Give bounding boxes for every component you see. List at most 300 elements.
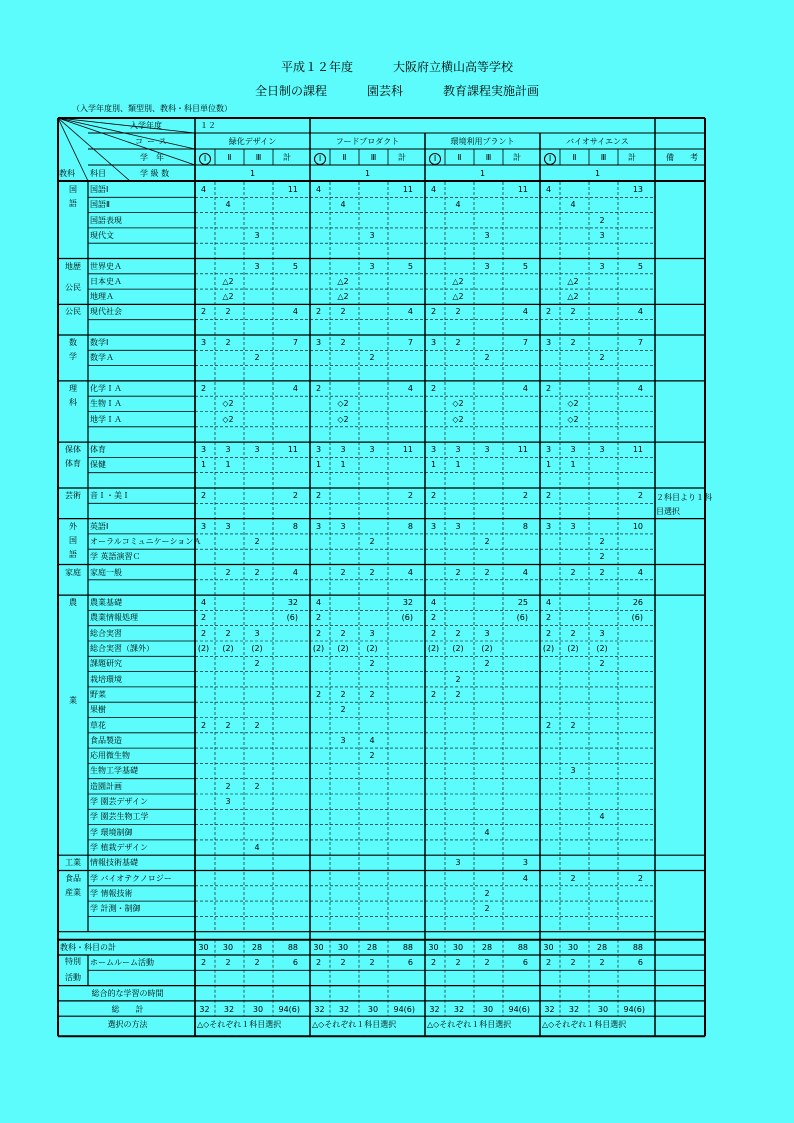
credit-value: 2 (340, 338, 346, 347)
credit-value: ◇2 (222, 414, 234, 424)
credit-value: 3 (369, 445, 375, 455)
subject-name: 総合実習（課外） (90, 644, 154, 653)
grade-column-header: Ⅲ (600, 153, 607, 162)
credit-value: 7 (637, 338, 643, 347)
subject-name: 数学Ⅰ (90, 338, 109, 347)
grand-total-value: 32 (199, 1004, 210, 1014)
credit-value: 3 (455, 858, 461, 868)
credit-value: 2 (430, 383, 437, 393)
credit-value: 2 (200, 491, 207, 500)
credit-value: 2 (570, 567, 576, 577)
credit-value: 2 (292, 491, 298, 500)
selection-method-value: △◇それぞれ１科目選択 (197, 1020, 282, 1030)
credit-value: 2 (225, 338, 231, 347)
selection-method-value: △◇それぞれ１科目選択 (427, 1020, 512, 1030)
credit-value: △2 (452, 292, 464, 302)
credit-value: 2 (225, 781, 231, 791)
credit-value: 4 (225, 200, 231, 210)
credit-value: 3 (369, 261, 375, 271)
credit-value: 2 (315, 307, 322, 317)
credit-value: 4 (637, 383, 643, 393)
grade-column-header: 計 (283, 153, 291, 162)
grade-column-header: Ⅱ (342, 153, 347, 162)
subject-name: 学 環境制御 (90, 827, 133, 837)
credit-value: 1 (455, 460, 461, 470)
subject-name: 草花 (90, 720, 106, 730)
credit-value: 3 (200, 445, 207, 455)
subject-name: 国語表現 (90, 215, 122, 225)
credit-value: 4 (637, 307, 643, 317)
credit-value: 2 (254, 353, 260, 363)
credit-value: 3 (254, 261, 260, 271)
subject-name: 学 英語演習Ｃ (90, 552, 141, 562)
subject-total-label: 教科・科目の計 (60, 942, 116, 952)
subject-name: 学 バイオテクノロジー (90, 873, 172, 883)
credit-value: 2 (455, 674, 461, 684)
subject-total-value: 30 (198, 942, 209, 952)
entry-year-label: 入学年度 (130, 121, 162, 130)
grade-column-header: 計 (398, 153, 406, 162)
course-label: コース (135, 137, 171, 146)
credit-value: 1 (200, 460, 207, 470)
credit-value: 2 (315, 491, 322, 500)
credit-value: 2 (315, 383, 322, 393)
credit-value: 4 (522, 383, 528, 393)
subject-area: 農 業 (69, 598, 77, 706)
subject-name: 生物工学基礎 (90, 766, 138, 776)
subject-area: 地歴 公民 (65, 261, 81, 292)
subject-name: 情報技術基礎 (90, 858, 138, 868)
subject-total-value: 30 (452, 942, 464, 952)
credit-value: 11 (517, 185, 528, 194)
credit-value: 2 (407, 491, 413, 500)
credit-value: 4 (570, 200, 576, 210)
credit-value: 3 (522, 858, 528, 868)
credit-value: (6) (286, 613, 298, 623)
subject-name: 課題研究 (90, 659, 122, 669)
homeroom-value: 2 (225, 958, 231, 967)
credit-value: 2 (200, 383, 207, 393)
grand-total-value: 30 (252, 1004, 264, 1014)
credit-value: 1 (315, 460, 322, 470)
credit-value: 4 (430, 185, 437, 194)
credit-value: 3 (599, 230, 605, 240)
credit-value: 1 (545, 460, 552, 470)
credit-value: 4 (315, 598, 322, 608)
subject-total-value: 88 (287, 942, 298, 952)
credit-value: 3 (455, 521, 461, 531)
credit-value: 2 (225, 307, 231, 317)
credit-value: 2 (599, 567, 605, 577)
subject-area-label: 教科 (59, 169, 75, 178)
integrated-study-label: 総合的な学習の時間 (91, 988, 164, 998)
credit-value: 4 (407, 567, 413, 577)
credit-value: 2 (430, 628, 437, 638)
subject-name: 化学ＩＡ (90, 383, 122, 393)
selection-method-label: 選択の方法 (107, 1020, 148, 1030)
credit-value: 2 (254, 659, 260, 669)
credit-value: 4 (522, 567, 528, 577)
credit-value: 2 (225, 720, 231, 730)
table-note: （入学年度別、類型別、教科・科目単位数） (72, 104, 232, 113)
credit-value: 4 (292, 307, 298, 317)
subject-name: 英語Ⅰ (90, 521, 109, 531)
credit-value: 2 (455, 628, 461, 638)
credit-value: 2 (200, 613, 207, 623)
grand-total-value: 30 (482, 1004, 494, 1014)
credit-value: 3 (599, 628, 605, 638)
credit-value: ◇2 (567, 414, 579, 424)
credit-value: 4 (430, 598, 437, 608)
credit-value: 2 (369, 689, 375, 699)
credit-value: 1 (570, 460, 576, 470)
credit-value: 3 (484, 445, 490, 455)
homeroom-value: 2 (545, 958, 552, 967)
credit-value: 3 (340, 521, 346, 531)
remarks-note: ２科目より１科 目選択 (656, 493, 712, 516)
grand-total-value: 32 (314, 1004, 325, 1014)
credit-value: 3 (225, 521, 231, 531)
credit-value: (2) (452, 644, 464, 653)
credit-value: 2 (545, 383, 552, 393)
credit-value: 4 (292, 383, 298, 393)
grade-label: 学 年 (140, 153, 164, 162)
credit-value: 4 (455, 200, 461, 210)
subject-name: オーラルコミュニケーションＡ (90, 536, 202, 546)
subject-area: 工業 (65, 858, 81, 868)
subject-name: 現代文 (90, 230, 114, 240)
credit-value: 3 (254, 445, 260, 455)
subject-name: 日本史Ａ (90, 276, 122, 286)
credit-value: 11 (402, 445, 413, 455)
homeroom-value: 2 (369, 958, 375, 967)
credit-value: 2 (369, 659, 375, 669)
course-name: 環境利用プラント (450, 137, 515, 146)
credit-value: 5 (522, 261, 528, 271)
homeroom-value: 6 (637, 958, 643, 967)
credit-value: 2 (369, 567, 375, 577)
credit-value: (6) (631, 613, 643, 623)
credit-value: 4 (407, 383, 413, 393)
grade-column-header: Ⅱ (457, 153, 462, 162)
subject-name: 家庭一般 (90, 567, 122, 577)
grand-total-value: 32 (568, 1004, 580, 1014)
credit-value: 11 (287, 445, 298, 455)
subject-area: 数 学 (69, 338, 77, 361)
credit-value: 7 (292, 338, 298, 347)
credit-value: 3 (599, 445, 605, 455)
credit-value: (2) (197, 644, 210, 653)
credit-value: 3 (369, 628, 375, 638)
credit-value: ◇2 (337, 414, 349, 424)
class-count: 1 (249, 169, 256, 178)
credit-value: 2 (340, 567, 346, 577)
credit-value: 5 (292, 261, 298, 271)
credit-value: 3 (455, 445, 461, 455)
credit-value: 5 (637, 261, 643, 271)
subject-name: 生物ＩＡ (90, 399, 122, 409)
grade-column-header: Ⅰ (314, 153, 326, 165)
credit-value: 2 (455, 338, 461, 347)
credit-value: 2 (545, 628, 552, 638)
subject-name: 国語Ⅰ (90, 185, 109, 194)
subject-area: 食品 産業 (65, 873, 81, 897)
title-plan: 教育課程実施計画 (443, 84, 540, 98)
special-activities-label: 特別 活動 (65, 957, 81, 982)
credit-value: 4 (545, 598, 552, 608)
subject-name: 世界史Ａ (90, 261, 122, 271)
credit-value: 2 (369, 536, 375, 546)
class-count: 1 (594, 169, 601, 178)
credit-value: 2 (315, 628, 322, 638)
credit-value: (2) (251, 644, 263, 653)
homeroom-value: 2 (484, 958, 490, 967)
credit-value: 3 (254, 230, 260, 240)
subject-name: 造園計画 (90, 781, 122, 791)
credit-value: 3 (545, 521, 552, 531)
credit-value: 2 (200, 628, 207, 638)
credit-value: 1 (430, 460, 437, 470)
subject-name: 現代社会 (90, 307, 122, 317)
grade-column-header: Ⅱ (572, 153, 577, 162)
subject-total-value: 30 (567, 942, 579, 952)
subject-area: 家庭 (65, 567, 81, 577)
subject-name: 農業情報処理 (90, 613, 138, 623)
credit-value: 2 (570, 338, 576, 347)
grand-total-value: 94(6) (623, 1004, 645, 1014)
credit-value: 3 (340, 445, 346, 455)
credit-value: ◇2 (337, 399, 349, 409)
credit-value: (2) (427, 644, 440, 653)
credit-value: 2 (599, 215, 605, 225)
credit-value: 2 (599, 536, 605, 546)
credit-value: 11 (287, 185, 298, 194)
homeroom-value: 2 (599, 958, 605, 967)
credit-value: △2 (337, 276, 349, 286)
credit-value: 2 (315, 689, 322, 699)
grade-column-header: Ⅲ (255, 153, 262, 162)
credit-value: 13 (632, 185, 643, 194)
credit-value: △2 (222, 276, 234, 286)
credit-value: 11 (517, 445, 528, 455)
credit-value: 2 (430, 307, 437, 317)
title-school: 大阪府立横山高等学校 (393, 60, 514, 74)
class-count-label: 学 級 数 (140, 169, 170, 178)
credit-value: 2 (200, 720, 207, 730)
credit-value: (6) (516, 613, 528, 623)
homeroom-value: 2 (430, 958, 437, 967)
credit-value: 25 (517, 598, 528, 608)
credit-value: 3 (225, 445, 231, 455)
homeroom-value: 2 (254, 958, 260, 967)
credit-value: 11 (402, 185, 413, 194)
credit-value: (2) (481, 644, 493, 653)
credit-value: 3 (484, 628, 490, 638)
credit-value: 3 (369, 230, 375, 240)
credit-value: 2 (430, 613, 437, 623)
credit-value: 2 (254, 567, 260, 577)
credit-value: (2) (366, 644, 378, 653)
course-name: フードプロダクト (335, 137, 400, 146)
credit-value: 3 (430, 338, 437, 347)
subject-total-value: 28 (251, 942, 263, 952)
class-count: 1 (479, 169, 486, 178)
credit-value: 3 (570, 521, 576, 531)
subject-name: 国語Ⅱ (90, 200, 110, 210)
subject-total-value: 88 (632, 942, 643, 952)
credit-value: 2 (484, 659, 490, 669)
credit-value: 3 (545, 445, 552, 455)
credit-value: 2 (570, 628, 576, 638)
credit-value: 2 (484, 888, 490, 898)
credit-value: 4 (522, 307, 528, 317)
credit-value: (2) (312, 644, 325, 653)
credit-value: 10 (632, 521, 643, 531)
credit-value: 2 (340, 628, 346, 638)
credit-value: 2 (369, 353, 375, 363)
subject-name: 農業基礎 (90, 598, 122, 608)
class-count: 1 (364, 169, 371, 178)
credit-value: 4 (200, 185, 207, 194)
credit-value: 2 (455, 567, 461, 577)
grand-total-value: 94(6) (508, 1004, 530, 1014)
title-dept: 園芸科 (366, 84, 403, 98)
credit-value: (2) (337, 644, 349, 653)
credit-value: 3 (430, 521, 437, 531)
credit-value: 3 (315, 338, 322, 347)
credit-value: 2 (637, 873, 643, 883)
subject-total-value: 30 (313, 942, 324, 952)
credit-value: 4 (254, 842, 260, 852)
credit-value: 4 (292, 567, 298, 577)
homeroom-value: 2 (455, 958, 461, 967)
subject-area: 保体 体育 (65, 445, 81, 469)
title-year: 平成１２年度 (280, 60, 353, 74)
course-name: 緑化デザイン (228, 137, 277, 146)
subject-name: 音Ｉ・美Ｉ (90, 491, 130, 500)
homeroom-value: 6 (292, 958, 298, 967)
homeroom-value: 2 (570, 958, 576, 967)
credit-value: 2 (254, 720, 260, 730)
credit-value: 4 (369, 735, 375, 745)
grand-total-value: 32 (338, 1004, 350, 1014)
subject-total-value: 30 (337, 942, 349, 952)
subject-name: 果樹 (90, 705, 106, 715)
credit-value: △2 (337, 292, 349, 302)
credit-value: 4 (200, 598, 207, 608)
grand-total-value: 32 (429, 1004, 440, 1014)
credit-value: 2 (455, 689, 461, 699)
credit-value: 7 (407, 338, 413, 347)
credit-value: 4 (545, 185, 552, 194)
credit-value: 4 (599, 812, 605, 822)
credit-value: 3 (545, 338, 552, 347)
subject-total-value: 30 (222, 942, 234, 952)
credit-value: 2 (599, 552, 605, 562)
grade-column-header: Ⅱ (227, 153, 232, 162)
credit-value: 8 (407, 521, 413, 531)
credit-value: 2 (570, 720, 576, 730)
homeroom-value: 2 (200, 958, 207, 967)
grade-column-header: 計 (513, 153, 521, 162)
credit-value: 3 (200, 521, 207, 531)
credit-value: 7 (522, 338, 528, 347)
credit-value: 3 (315, 445, 322, 455)
credit-value: 2 (545, 613, 552, 623)
subject-name: 地理Ａ (90, 292, 114, 302)
credit-value: 2 (484, 904, 490, 914)
homeroom-label: ホームルーム活動 (90, 958, 154, 967)
credit-value: 2 (254, 781, 260, 791)
credit-value: 2 (430, 491, 437, 500)
credit-value: 3 (599, 261, 605, 271)
credit-value: 4 (484, 827, 490, 837)
subject-name: 学 園芸デザイン (90, 797, 148, 806)
subject-name: 保健 (90, 460, 106, 470)
subject-name: 学 植栽デザイン (90, 842, 148, 852)
credit-value: 2 (254, 536, 260, 546)
grade-column-header: Ⅰ (429, 153, 441, 165)
credit-value: ◇2 (222, 399, 234, 409)
subject-area: 理 科 (69, 383, 77, 407)
selection-method-value: △◇それぞれ１科目選択 (542, 1020, 627, 1030)
subject-total-value: 30 (543, 942, 554, 952)
credit-value: 3 (484, 230, 490, 240)
credit-value: 2 (315, 613, 322, 623)
credit-value: 2 (545, 720, 552, 730)
credit-value: (6) (401, 613, 413, 623)
credit-value: △2 (222, 292, 234, 302)
grade-column-header: Ⅲ (370, 153, 377, 162)
credit-value: 2 (225, 628, 231, 638)
homeroom-value: 2 (340, 958, 346, 967)
credit-value: 2 (599, 659, 605, 669)
credit-value: 2 (637, 491, 643, 500)
homeroom-value: 6 (522, 958, 528, 967)
credit-value: 4 (407, 307, 413, 317)
credit-value: 4 (637, 567, 643, 577)
subject-name: 栽培環境 (90, 674, 122, 684)
subject-name: 応用微生物 (90, 751, 130, 761)
subject-name: 学 計測・制御 (90, 904, 141, 914)
remarks-label: 備 考 (666, 153, 698, 162)
credit-value: 2 (225, 567, 231, 577)
subject-total-value: 88 (402, 942, 413, 952)
credit-value: (2) (222, 644, 234, 653)
credit-value: 3 (484, 261, 490, 271)
credit-value: ◇2 (452, 399, 464, 409)
credit-value: 2 (455, 307, 461, 317)
credit-value: 2 (545, 307, 552, 317)
grand-total-value: 32 (453, 1004, 465, 1014)
credit-value: 3 (430, 445, 437, 455)
grade-column-header: Ⅰ (544, 153, 556, 165)
grand-total-value: 32 (544, 1004, 555, 1014)
grade-column-header: 計 (628, 153, 636, 162)
grand-total-value: 32 (223, 1004, 235, 1014)
subject-name: 数学Ａ (90, 353, 114, 363)
subject-total-value: 30 (428, 942, 439, 952)
credit-value: 2 (484, 353, 490, 363)
credit-value: 8 (522, 521, 528, 531)
subject-name: 学 園芸生物工学 (90, 812, 149, 822)
credit-value: 3 (200, 338, 207, 347)
selection-method-value: △◇それぞれ１科目選択 (312, 1020, 397, 1030)
grade-column-header: Ⅲ (485, 153, 492, 162)
credit-value: 2 (570, 873, 576, 883)
credit-value: 4 (315, 185, 322, 194)
credit-value: 5 (407, 261, 413, 271)
